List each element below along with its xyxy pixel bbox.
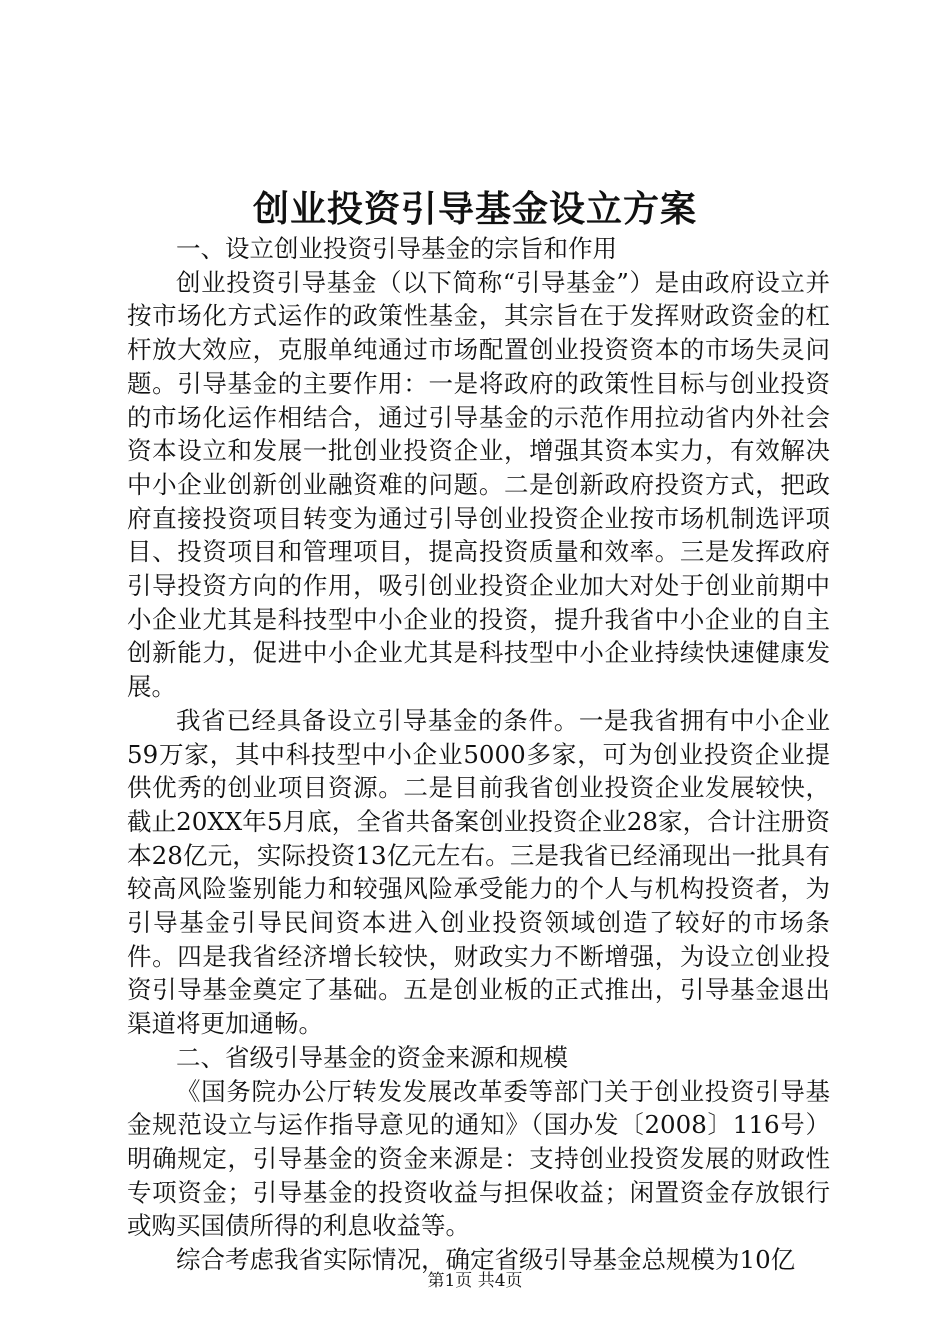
- section-heading-2: 二、省级引导基金的资金来源和规模: [176, 1042, 568, 1072]
- paragraph-4: 综合考虑我省实际情况，确定省级引导基金总规模为10亿: [176, 1245, 796, 1275]
- paragraph-3: 《国务院办公厅转发发展改革委等部门关于创业投资引导基金规范设立与运作指导意见的通知》（国办发〔2008〕116号）明确规定，引导基金的资金来源是：支持创业投资发展的财政性专项资金；引导基金的投资收益与担保收益；闲置资金存放银行或购买国债所得的利息收益等。: [127, 1076, 830, 1241]
- page-footer: 第1页 共4页: [427, 1271, 523, 1291]
- document-title: 创业投资引导基金设立方案: [252, 188, 697, 230]
- paragraph-1: 创业投资引导基金（以下简称“引导基金”）是由政府设立并按市场化方式运作的政策性基金，其宗旨在于发挥财政资金的杠杆放大效应，克服单纯通过市场配置创业投资资本的市场失灵问题。引导基金的主要作用：一是将政府的政策性目标与创业投资的市场化运作相结合，通过引导基金的示范作用拉动省内外社会资本设立和发展一批创业投资企业，增强其资本实力，有效解决中小企业创新创业融资难的问题。二是创新政府投资方式，把政府直接投资项目转变为通过引导创业投资企业按市场机制选评项目、投资项目和管理项目，提高投资质量和效率。三是发挥政府引导投资方向的作用，吸引创业投资企业加大对处于创业前期中小企业尤其是科技型中小企业的投资，提升我省中小企业的自主创新能力，促进中小企业尤其是科技型中小企业持续快速健康发展。: [127, 267, 830, 702]
- section-heading-1: 一、设立创业投资引导基金的宗旨和作用: [176, 234, 617, 263]
- document-body: [127, 232, 830, 1277]
- paragraph-2: 我省已经具备设立引导基金的条件。一是我省拥有中小企业59万家，其中科技型中小企业5000多家，可为创业投资企业提供优秀的创业项目资源。二是目前我省创业投资企业发展较快，截止20XX年5月底，全省共备案创业投资企业28家，合计注册资本28亿元，实际投资13亿元左右。三是我省已经涌现出一批具有较高风险鉴别能力和较强风险承受能力的个人与机构投资者，为引导基金引导民间资本进入创业投资领域创造了较好的市场条件。四是我省经济增长较快，财政实力不断增强，为设立创业投资引导基金奠定了基础。五是创业板的正式推出，引导基金退出渠道将更加通畅。: [127, 705, 830, 1039]
